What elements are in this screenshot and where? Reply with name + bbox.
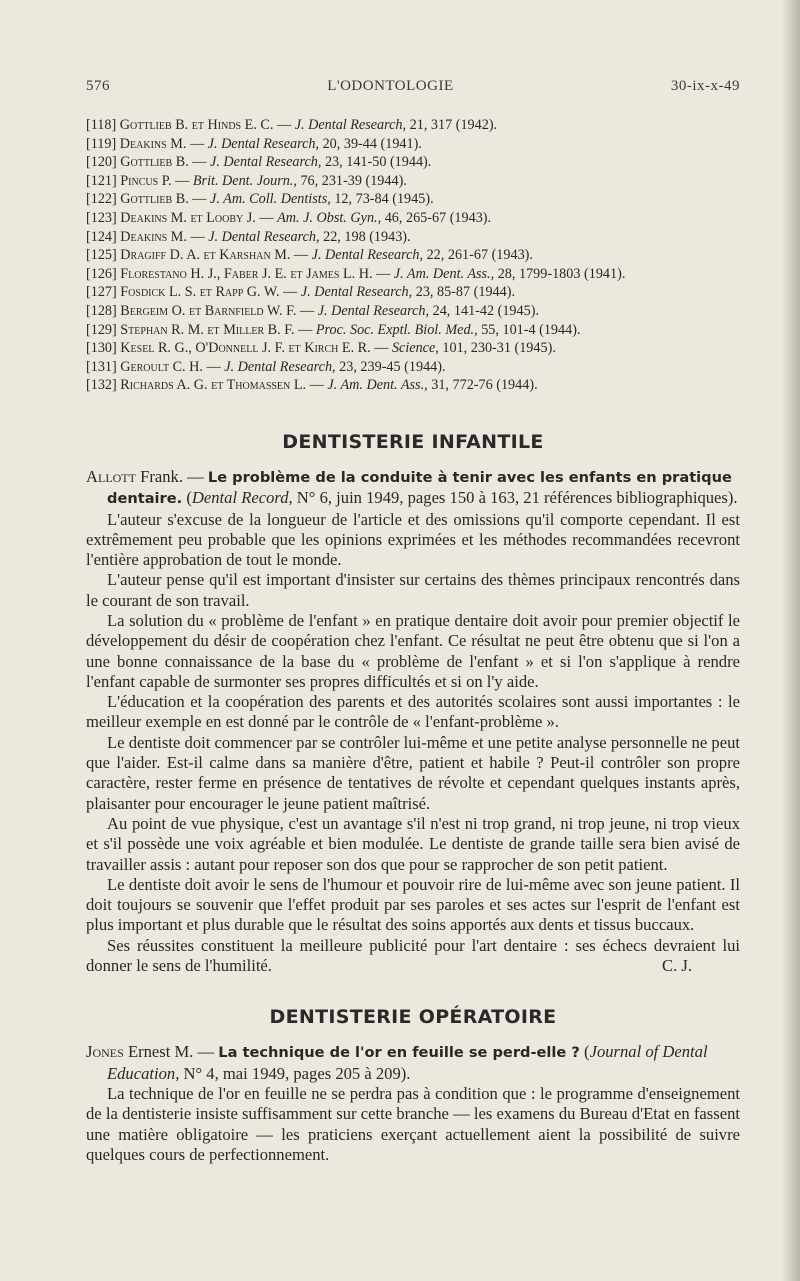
separator: — (279, 284, 301, 301)
paragraph-text: L'éducation et la coopération des parents et des autorités scolaires sont aussi importantes : le meilleur exemple en est donné par le contrôle de « l'enfant-problème ». (86, 692, 740, 732)
reference-item (86, 339, 740, 358)
reference-list (86, 116, 740, 395)
reference-details: 76, 231-39 (1944). (296, 172, 407, 189)
reference-number: [128] (86, 302, 117, 319)
source-details: N° 4, mai 1949, pages 205 à 209). (179, 1063, 411, 1083)
reference-number: [118] (86, 117, 117, 133)
paragraph (86, 1084, 740, 1165)
reference-item (86, 172, 740, 191)
reference-journal: J. Dental Research, (208, 228, 320, 245)
reference-journal: J. Am. Dent. Ass., (327, 377, 428, 394)
reference-journal: J. Dental Research, (210, 154, 322, 171)
reference-item (86, 190, 740, 209)
reference-details: 23, 239-45 (1944). (335, 358, 446, 375)
reference-item (86, 321, 740, 340)
source-details: N° 6, juin 1949, pages 150 à 163, 21 références bibliographiques). (292, 488, 738, 508)
reference-journal: Science, (391, 340, 439, 357)
reference-journal: J. Am. Dent. Ass., (393, 265, 495, 282)
reference-details: 46, 265-67 (1943). (381, 209, 492, 226)
author-surname: Allott (86, 466, 136, 486)
reference-authors: Gottlieb B. (120, 154, 189, 171)
paragraph-text: Le dentiste doit avoir le sens de l'humour et pouvoir rire de lui-même avec son jeune patient. Il doit toujours se souvenir que l'effet produit par ses paroles et ses actes sur l'esprit de l'enfant est plus important et plus durable que le résultat des soins apportés aux dents et tissus buccaux. (86, 874, 740, 935)
section-heading-infantile: DENTISTERIE INFANTILE (282, 430, 544, 453)
separator: — (306, 377, 328, 394)
reference-number: [132] (86, 377, 117, 394)
separator: — (296, 302, 318, 319)
paragraph (86, 570, 740, 611)
paragraph-text: Ses réussites constituent la meilleure publicité pour l'art dentaire : ses échecs devraient lui donner le sens de l'humilité. (86, 935, 740, 976)
paragraph (86, 875, 740, 936)
reference-details: 20, 39-44 (1941). (319, 135, 422, 152)
journal-title: L'ODONTOLOGIE (327, 78, 454, 94)
reference-journal: J. Dental Research, (207, 135, 320, 152)
reference-number: [122] (86, 191, 117, 208)
paragraph (86, 733, 740, 814)
reference-journal: J. Am. Coll. Dentists, (210, 191, 331, 208)
reviewer-signature: C. J. (662, 956, 692, 976)
reference-details: 101, 230-31 (1945). (438, 340, 556, 357)
source-journal: Journal of Dental Education, (107, 1042, 708, 1083)
paragraph-text: Au point de vue physique, c'est un avantage s'il n'est ni trop grand, ni trop jeune, ni trop vieux et s'il possède une voix agréable et bien modulée. Le dentiste de grande taille sera bien avisé de travailler assis : autant pour reposer son dos que pour se rapprocher de son petit patient. (86, 813, 740, 874)
paragraph (86, 814, 740, 875)
separator: — (294, 321, 316, 338)
reference-number: [126] (86, 265, 117, 282)
source-open: ( (579, 1042, 590, 1062)
reference-item (86, 376, 740, 395)
article-title: Le problème de la conduite à tenir avec les enfants en pratique dentaire. (107, 468, 732, 508)
paragraph (86, 936, 740, 977)
reference-authors: Bergeim O. et Barnfield W. F. (120, 302, 297, 319)
reference-item (86, 246, 740, 265)
reference-authors: Richards A. G. et Thomassen L. (120, 377, 307, 394)
reference-journal: J. Dental Research, (311, 247, 424, 264)
reference-item (86, 302, 740, 321)
paragraph-text: La technique de l'or en feuille ne se perdra pas à condition que : le programme d'enseignement de la dentisterie insiste suffisamment sur cette branche — les examens du Bureau d'Etat en fassent une matière obligatoire — les praticiens exerçant actuellement aient la possibilité de suivre quelques cours de perfectionnement. (86, 1083, 740, 1164)
paragraph (86, 510, 740, 571)
reference-number: [129] (86, 321, 117, 338)
reference-authors: Pincus P. (120, 172, 172, 189)
reference-number: [125] (86, 247, 117, 264)
reference-item (86, 153, 740, 172)
reference-authors: Florestano H. J., Faber J. E. et James L. H. (120, 265, 373, 282)
reference-number: [120] (86, 154, 117, 171)
reference-number: [121] (86, 172, 117, 189)
article-infantile (86, 467, 740, 976)
source-open: ( (182, 488, 192, 508)
reference-number: [130] (86, 340, 117, 357)
reference-details: 22, 261-67 (1943). (423, 247, 533, 264)
issue-date: 30-ix-x-49 (670, 78, 740, 94)
reference-details: 28, 1799-1803 (1941). (494, 265, 626, 282)
reference-journal: J. Dental Research, (294, 117, 407, 133)
separator: — (186, 135, 208, 152)
reference-authors: Kesel R. G., O'Donnell J. F. et Kirch E. R. (120, 340, 371, 357)
reference-item (86, 209, 740, 228)
separator: — (372, 265, 394, 282)
reference-journal: J. Dental Research, (224, 358, 336, 375)
reference-item (86, 283, 740, 302)
paragraph (86, 692, 740, 733)
reference-details: 23, 85-87 (1944). (412, 284, 516, 301)
reference-authors: Stephan R. M. et Miller B. F. (120, 321, 295, 338)
reference-authors: Geroult C. H. (120, 358, 203, 375)
separator: — (188, 191, 211, 208)
source-journal: Dental Record, (191, 488, 293, 508)
reference-item (86, 358, 740, 377)
reference-details: 21, 317 (1942). (406, 117, 498, 133)
paragraph-text: L'auteur s'excuse de la longueur de l'article et des omissions qu'il comporte cependant. Il est extrêmement peu probable que les opinions exprimées et les méthodes recommandées recevront l'entière approbation de tout le monde. (86, 509, 740, 570)
separator: — (186, 228, 209, 245)
reference-authors: Fosdick L. S. et Rapp G. W. (120, 284, 280, 301)
reference-journal: J. Dental Research, (317, 302, 430, 319)
reference-authors: Gottlieb B. (120, 191, 189, 208)
article-body (86, 1084, 740, 1165)
reference-item (86, 265, 740, 284)
running-header (86, 78, 740, 95)
separator: — (188, 154, 211, 171)
reference-details: 55, 101-4 (1944). (477, 321, 581, 338)
reference-item (86, 116, 740, 135)
reference-authors: Deakins M. et Looby J. (120, 209, 256, 226)
reference-details: 22, 198 (1943). (319, 228, 411, 245)
separator: — (171, 172, 193, 189)
article-citation (86, 467, 740, 510)
reference-journal: Proc. Soc. Exptl. Biol. Med., (315, 321, 478, 338)
reference-item (86, 135, 740, 154)
section-heading-operatoire: DENTISTERIE OPÉRATOIRE (269, 1006, 557, 1029)
paragraph-text: Le dentiste doit commencer par se contrôler lui-même et une petite analyse personnelle ne peut que l'aider. Est-il calme dans sa manière d'être, patient et habile ? Peut-il contrôler son propre caractère, rester ferme en présence de tentatives de révolte et cependant quelques instants après, plaisanter pour encourager le jeune patient maîtrisé. (86, 732, 740, 813)
reference-number: [123] (86, 209, 117, 226)
paragraph-text: La solution du « problème de l'enfant » en pratique dentaire doit avoir pour premier objectif le développement du désir de coopération chez l'enfant. Ce résultat ne peut être obtenu que si l'on a une bonne connaissance de la base du « problème de l'enfant » et si l'on s'applique à rendre l'enfant capable de surmonter ses propres difficultés et si on l'y aide. (86, 610, 740, 691)
reference-journal: Am. J. Obst. Gyn., (277, 209, 382, 226)
reference-details: 12, 73-84 (1945). (330, 191, 434, 208)
reference-authors: Deakins M. (119, 135, 187, 152)
reference-authors: Gottlieb B. et Hinds E. C. (119, 117, 274, 133)
reference-authors: Dragiff D. A. et Karshan M. (120, 247, 291, 264)
reference-details: 23, 141-50 (1944). (321, 154, 432, 171)
author-given: Ernest M. — (123, 1042, 219, 1062)
reference-number: [127] (86, 284, 117, 301)
page-number: 576 (86, 78, 110, 94)
separator: — (290, 247, 312, 264)
separator: — (255, 209, 278, 226)
author-surname: Jones (86, 1042, 124, 1062)
reference-number: [131] (86, 358, 117, 375)
reference-item (86, 228, 740, 247)
reference-journal: J. Dental Research, (300, 284, 413, 301)
article-title: La technique de l'or en feuille se perd-elle ? (218, 1044, 580, 1062)
separator: — (273, 117, 295, 133)
reference-number: [119] (86, 135, 117, 152)
separator: — (370, 340, 392, 357)
article-body (86, 510, 740, 977)
paragraph-text: L'auteur pense qu'il est important d'insister sur certains des thèmes principaux rencontrés dans le courant de son travail. (86, 570, 740, 610)
reference-details: 24, 141-42 (1945). (429, 302, 539, 319)
paragraph (86, 611, 740, 692)
reference-journal: Brit. Dent. Journ., (192, 172, 297, 189)
reference-authors: Deakins M. (120, 228, 187, 245)
article-citation (86, 1042, 740, 1084)
separator: — (202, 358, 225, 375)
reference-details: 31, 772-76 (1944). (427, 377, 538, 394)
author-given: Frank. — (135, 466, 208, 486)
article-operatoire (86, 1042, 740, 1165)
reference-number: [124] (86, 228, 117, 245)
